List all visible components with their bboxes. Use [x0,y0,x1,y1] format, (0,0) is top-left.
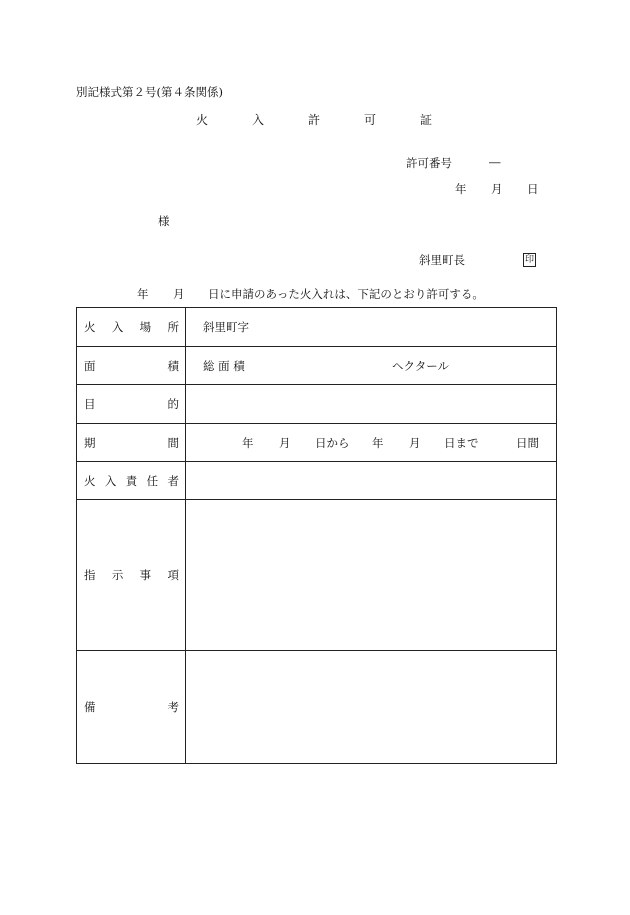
responsible-value-cell[interactable] [186,462,557,500]
instructions-value-cell[interactable] [186,500,557,651]
permit-number-label: 許可番号 [406,156,452,170]
document-title [196,111,432,128]
issue-date-day: 日 [527,182,539,196]
row-location [77,308,557,347]
location-value-cell[interactable] [186,308,557,347]
label-period [77,424,186,462]
label-char: 事 [139,568,152,582]
period-from-month: 月 [279,435,291,450]
row-remarks [77,651,557,764]
permit-form-table [76,307,557,764]
title-char: 火 [196,113,209,127]
label-char: 火 [84,473,96,488]
label-char: 任 [146,473,159,488]
period-from-day: 日から [315,435,350,450]
label-char: 的 [167,397,179,411]
seal-stamp [523,251,536,267]
label-area [77,347,186,385]
label-location [77,308,186,347]
issuer-name: 斜里町長 [419,253,465,267]
label-remarks [77,651,186,764]
label-purpose [77,385,186,424]
row-purpose [77,385,557,424]
period-to-day: 日まで [444,435,479,450]
area-value-cell[interactable] [186,347,557,385]
total-area-label: 総 面 積 [203,358,245,373]
title-char: 入 [251,113,264,127]
intro-year: 年 [137,287,149,301]
label-char: 考 [167,700,179,714]
label-char: 火 [84,320,96,334]
form-number: 別記様式第２号(第４条関係) [76,85,223,99]
location-value: 斜里町字 [203,320,249,334]
addressee-suffix: 様 [158,214,170,228]
remarks-value-cell[interactable] [186,651,557,764]
row-responsible [77,462,557,500]
title-char: 可 [363,113,376,127]
intro-month: 月 [173,287,185,301]
label-char: 場 [139,320,152,334]
purpose-value-cell[interactable] [186,385,557,424]
label-char: 備 [84,700,96,714]
row-instructions [77,500,557,651]
label-char: 入 [104,473,117,488]
label-char: 示 [111,568,124,582]
label-char: 期 [84,435,96,450]
label-char: 目 [84,397,96,411]
period-from-year: 年 [242,435,254,450]
label-char: 入 [111,320,124,334]
label-char: 者 [167,473,179,488]
title-char: 許 [307,113,320,127]
label-char: 項 [167,568,179,582]
issue-date-year: 年 [455,182,467,196]
period-to-month: 月 [409,435,421,450]
label-char: 積 [167,358,179,373]
intro-text: 日に申請のあった火入れは、下記のとおり許可する。 [208,287,484,301]
row-period [77,424,557,462]
period-days: 日間 [516,435,539,450]
period-value-cell[interactable] [186,424,557,462]
title-char: 証 [419,113,432,127]
period-to-year: 年 [372,435,384,450]
label-instructions [77,500,186,651]
label-char: 指 [84,568,96,582]
seal-char: 印 [524,255,534,265]
row-area [77,347,557,385]
label-responsible [77,462,186,500]
label-char: 間 [167,435,179,450]
label-char: 責 [125,473,138,488]
area-unit: ヘクタール [392,358,450,373]
permit-number-dash: ― [489,155,501,169]
label-char: 所 [167,320,179,334]
label-char: 面 [84,358,96,373]
issue-date-month: 月 [491,182,503,196]
